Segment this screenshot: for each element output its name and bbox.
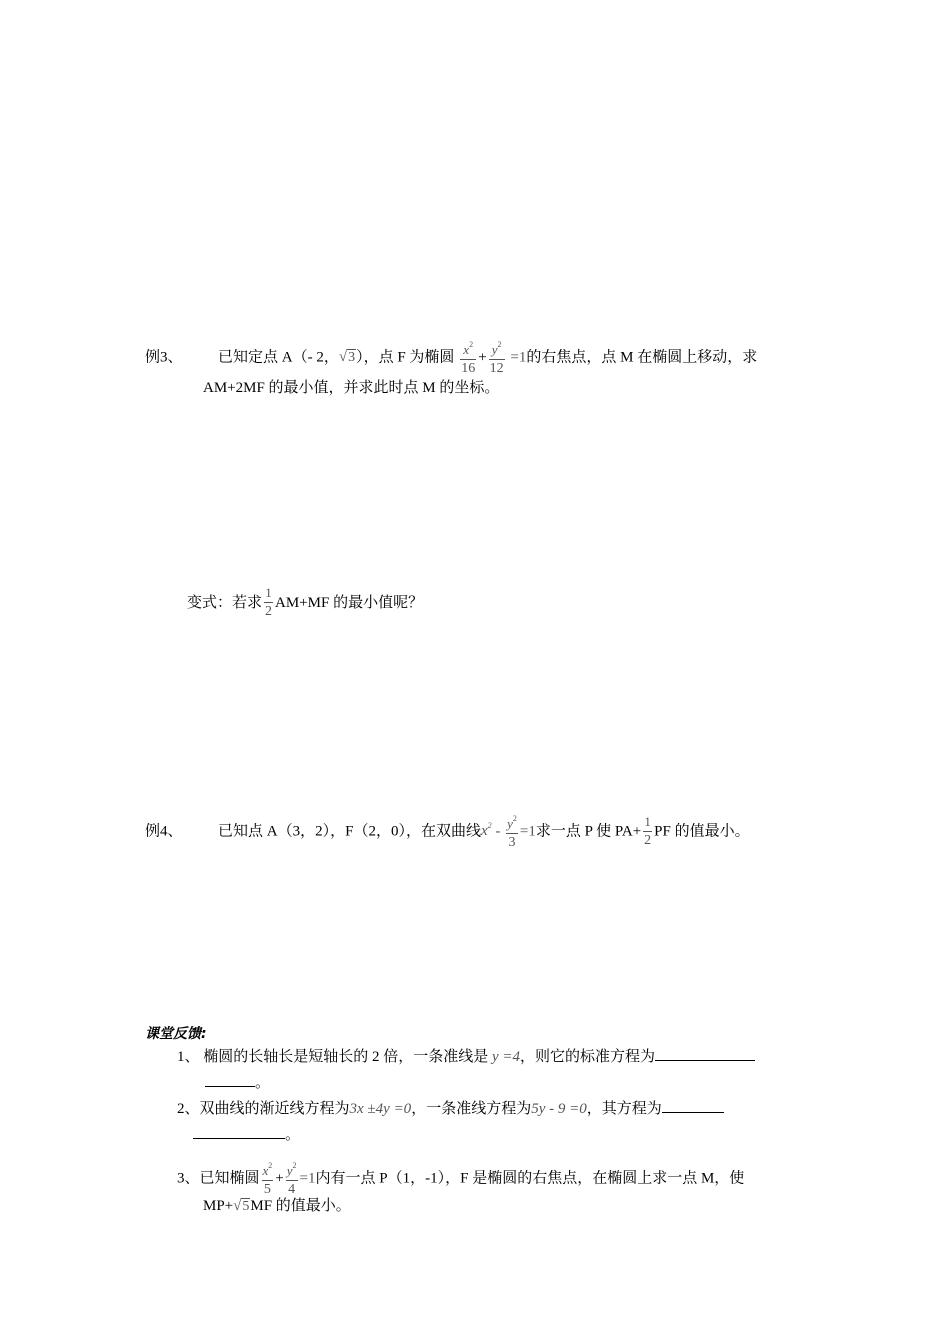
example-3: 例3、 已知定点 A（- 2，√3），点 F 为椭圆 $\frac{x^2}{16}$ + $\frac{y^2}{12}$ =1的右焦点，点 M 在椭圆上移动，求 xyxy=(145,337,757,379)
feedback-q1: 1、 椭圆的长轴长是短轴长的 2 倍，一条准线是 y =4，则它的标准方程为 xyxy=(177,1046,755,1067)
q1-blank-2[interactable] xyxy=(205,1072,255,1087)
q1-directrix: y =4 xyxy=(492,1049,521,1065)
variant-text-a: 变式：若求 xyxy=(187,594,263,611)
feedback-q3: 3、已知椭圆 $\frac{x^2}{5}$ + $\frac{y^2}{4}$ =1内有一点 P（1，-1），F 是椭圆的右焦点，在椭圆上求一点 M，使 xyxy=(177,1158,744,1200)
half-frac: $\frac{1}{2}$ xyxy=(644,813,652,848)
sqrt-3: √3 xyxy=(338,349,356,366)
example-3-text-b: ），点 F 为椭圆 xyxy=(356,349,455,366)
feedback-q2: 2、双曲线的渐近线方程为3x ±4y =0，一条准线方程为5y - 9 =0，其方程为 xyxy=(177,1098,724,1119)
example-4: 例4、 已知点 A（3，2），F（2，0），在双曲线$x^2$ - $\frac{y^2}{3}$ =1求一点 P 使 PA+ $\frac{1}{2}$ PF 的值最小。 xyxy=(145,811,750,853)
feedback-q2-line2: 。 xyxy=(193,1124,300,1145)
hyperbola-eq: =1 xyxy=(519,823,536,840)
ellipse-eq: =1 xyxy=(510,349,527,366)
q3-frac-x: $\frac{x^2}{5}$ xyxy=(262,1161,273,1197)
variant-text-b: AM+MF 的最小值呢？ xyxy=(275,594,424,611)
variant xyxy=(187,585,423,622)
example-4-text-b: 求一点 P 使 PA+ xyxy=(535,823,642,840)
example-4-label: 例4、 xyxy=(145,823,183,840)
q2-blank-1[interactable] xyxy=(662,1098,724,1113)
sqrt-5: √5 xyxy=(233,1198,250,1214)
feedback-q1-line2: 。 xyxy=(205,1072,270,1093)
q2-blank-2[interactable] xyxy=(193,1124,285,1139)
variant-half: $\frac{1}{2}$ xyxy=(265,585,273,619)
example-3-line2: AM+2MF 的最小值，并求此时点 M 的坐标。 xyxy=(203,380,500,396)
feedback-title: 课堂反馈: xyxy=(145,1026,207,1042)
feedback-q3-line2: MP+√5MF 的值最小。 xyxy=(203,1196,351,1217)
example-3-text-c: 的右焦点，点 M 在椭圆上移动，求 xyxy=(526,349,758,366)
example-3-label: 例3、 xyxy=(145,349,183,366)
q2-directrix: 5y - 9 =0 xyxy=(531,1101,587,1117)
q1-blank-1[interactable] xyxy=(655,1046,755,1061)
hyperbola-x: $x^2$ xyxy=(480,821,492,840)
example-4-text-c: PF 的值最小。 xyxy=(654,823,750,840)
ellipse-frac-y: $\frac{y^2}{12}$ xyxy=(489,340,504,376)
example-3-text-a: 已知定点 A（- 2， xyxy=(218,349,339,366)
ellipse-frac-x: $\frac{x^2}{16}$ xyxy=(461,340,476,376)
hyperbola-frac: $\frac{y^2}{3}$ xyxy=(507,814,517,850)
q3-frac-y: $\frac{y^2}{4}$ xyxy=(286,1161,297,1197)
example-4-text-a: 已知点 A（3，2），F（2，0），在双曲线 xyxy=(218,823,481,840)
q2-asymptote: 3x ±4y =0 xyxy=(349,1101,412,1117)
